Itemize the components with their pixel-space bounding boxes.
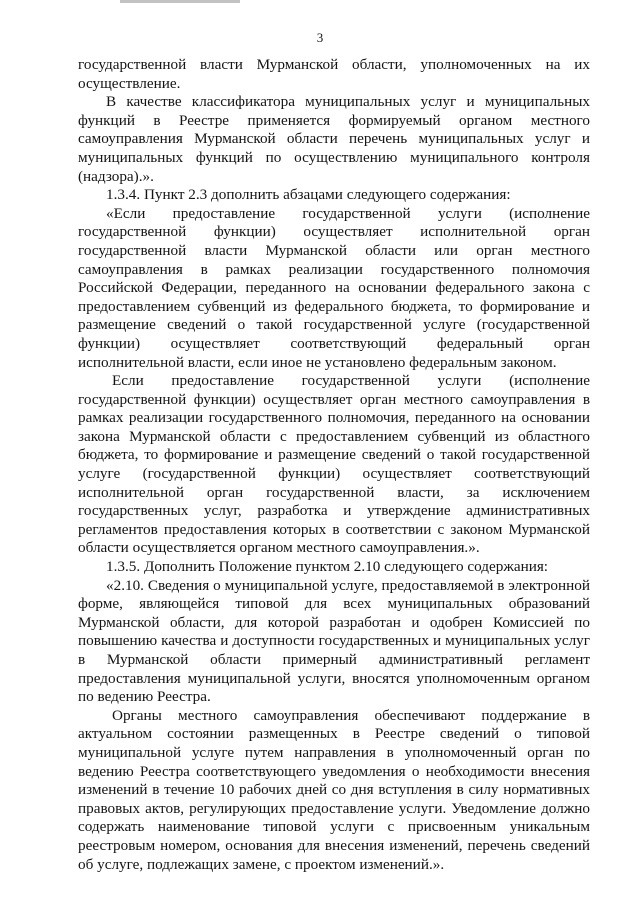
paragraph-regional-subvention: Если предоставление государственной услуги (исполнение государственной функции) осуществляет орган местного самоуправления в рамках реализации государственного полномочия, переданного на основании закона Мурманской области с предоставлением субвенций из областного бюджета, то формирование и размещение сведений о такой государственной услуге (государственной функции) осуществляет соответствующий исполнительной орган государственной власти, за исключением государственных услуг, разработка и утверждение административных регламентов предоставления которых в соответствии с законом Мурманской области осуществляется органом местного самоуправления.».: [78, 372, 590, 557]
document-body: [78, 56, 590, 874]
paragraph-item-1-3-5: 1.3.5. Дополнить Положение пунктом 2.10 следующего содержания:: [106, 558, 549, 576]
paragraph-item-1-3-4: 1.3.4. Пункт 2.3 дополнить абзацами следующего содержания:: [106, 186, 511, 204]
page-number: 3: [316, 30, 324, 45]
scan-edge-mark: [120, 0, 240, 3]
paragraph-continuation: государственной власти Мурманской области, уполномоченных на их осуществление.: [78, 56, 590, 92]
paragraph-federal-subvention: «Если предоставление государственной услуги (исполнение государственной функции) осуществляет исполнительной орган государственной власти Мурманской области или орган местного самоуправления в рамках реализации государственного полномочия Российской Федерации, переданного на основании федерального закона с предоставлением субвенций из федерального бюджета, то формирование и размещение сведений о такой государственной услуге (государственной функции) осуществляет соответствующий федеральный орган исполнительной власти, если иное не установлено федеральным законом.: [78, 204, 590, 371]
paragraph-item-2-10: «2.10. Сведения о муниципальной услуге, предоставляемой в электронной форме, являющейся типовой для всех муниципальных образований Мурманской области, для которой разработан и одобрен Комиссией по повышению качества и доступности государственных и муниципальных услуг в Мурманской области примерный административный регламент предоставления муниципальной услуги, вносятся уполномоченным органом по ведению Реестра.: [78, 576, 590, 706]
paragraph-local-authorities: Органы местного самоуправления обеспечивают поддержание в актуальном состоянии размещенных в Реестре сведений о типовой муниципальной услуге путем направления в уполномоченный орган по ведению Реестра соответствующего уведомления о необходимости внесения изменений в течение 10 рабочих дней со дня вступления в силу нормативных правовых актов, регулирующих предоставление услуги. Уведомление должно содержать наименование типовой услуги с присвоенным уникальным реестровым номером, основания для внесения изменений, перечень сведений об услуге, подлежащих замене, с проектом изменений.».: [78, 706, 590, 873]
paragraph-classifier: В качестве классификатора муниципальных услуг и муниципальных функций в Реестре применяется формируемый органом местного самоуправления Мурманской области перечень муниципальных услуг и муниципальных функций по осуществлению муниципального контроля (надзора).».: [78, 93, 590, 185]
